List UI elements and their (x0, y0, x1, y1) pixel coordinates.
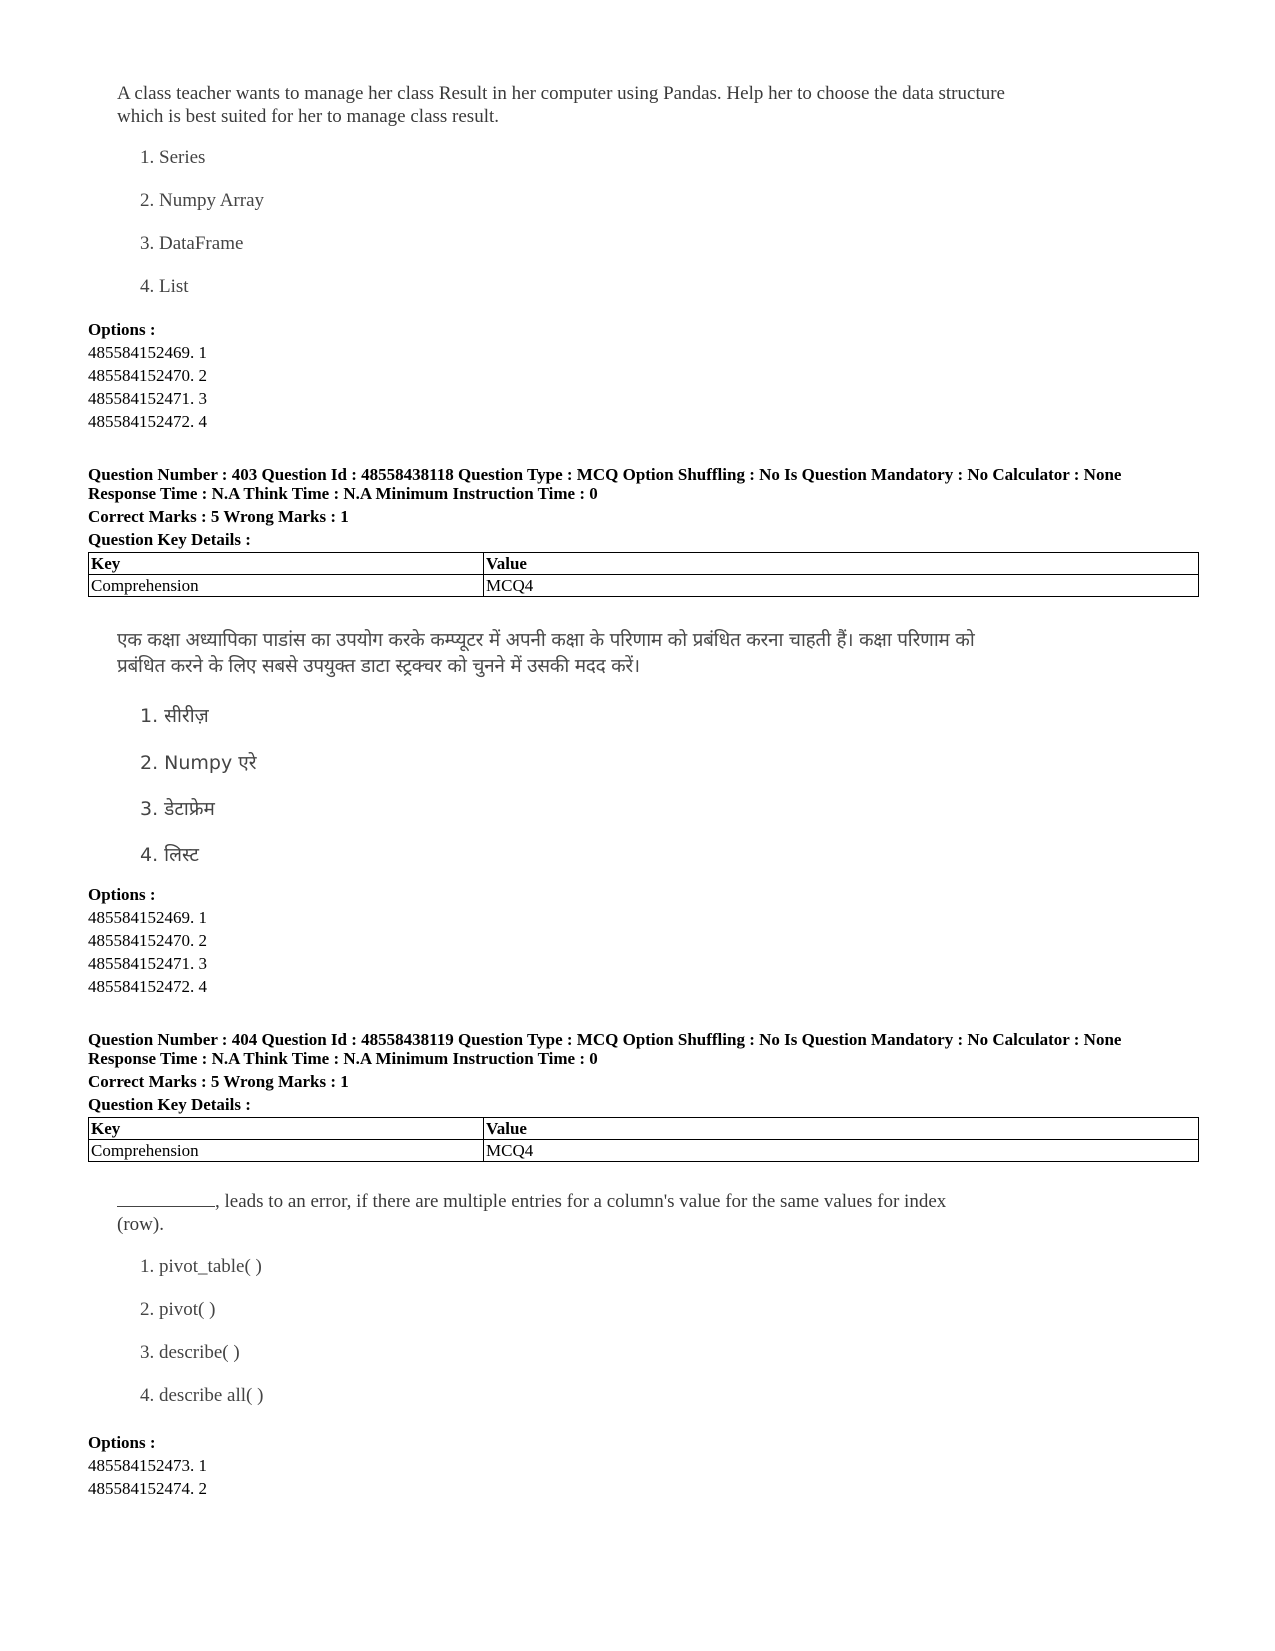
q404-meta-line2: Response Time : N.A Think Time : N.A Minimum Instruction Time : 0 (88, 1049, 598, 1068)
q404-choice-2: 2. pivot( ) (140, 1299, 216, 1320)
table-row (89, 1140, 1199, 1162)
table-cell-value: MCQ4 (484, 1140, 1199, 1162)
q402-question-text: A class teacher wants to manage her class Result in her computer using Pandas. Help her to choose the data structure which is best suited for her to manage class result. (117, 83, 1005, 127)
table-header-value: Value (484, 553, 1199, 575)
q404-choice-3: 3. describe( ) (140, 1342, 240, 1363)
q404-meta-line1: Question Number : 404 Question Id : 48558438119 Question Type : MCQ Option Shuffling : No Is Question Mandatory : No Calculator : None (88, 1030, 1122, 1049)
q403-question-text: एक कक्षा अध्यापिका पाडांस का उपयोग करके कम्प्यूटर में अपनी कक्षा के परिणाम को प्रबंधित करना चाहती हैं। कक्षा परिणाम को प्रबंधित करने के लिए सबसे उपयुक्त डाटा स्ट्रक्चर को चुनने में उसकी मदद करें। (117, 629, 975, 677)
q404-choice-1: 1. pivot_table( ) (140, 1256, 262, 1277)
q404-choice-4: 4. describe all( ) (140, 1385, 264, 1406)
q403-meta (88, 465, 1198, 503)
q404-options-label: Options : (88, 1433, 156, 1452)
q403-meta-line1: Question Number : 403 Question Id : 48558438118 Question Type : MCQ Option Shuffling : No Is Question Mandatory : No Calculator : None (88, 465, 1122, 484)
q403-option-3: 485584152471. 3 (88, 954, 207, 973)
q403-marks: Correct Marks : 5 Wrong Marks : 1 (88, 507, 349, 526)
q403-choice-4: 4. लिस्ट (140, 844, 199, 866)
q402-option-1: 485584152469. 1 (88, 343, 207, 362)
q402-option-2: 485584152470. 2 (88, 366, 207, 385)
q402-options-label: Options : (88, 320, 156, 339)
q402-choice-4: 4. List (140, 276, 189, 297)
q403-choice-2: 2. Numpy एरे (140, 752, 257, 774)
q404-key-details-label: Question Key Details : (88, 1095, 251, 1114)
q403-choice-1: 1. सीरीज़ (140, 705, 209, 727)
table-row (89, 575, 1199, 597)
table-cell-value: MCQ4 (484, 575, 1199, 597)
table-cell-key: Comprehension (89, 575, 484, 597)
q404-key-table (88, 1117, 1199, 1162)
q403-option-4: 485584152472. 4 (88, 977, 207, 996)
q404-marks: Correct Marks : 5 Wrong Marks : 1 (88, 1072, 349, 1091)
q404-question-text-body: , leads to an error, if there are multiple entries for a column's value for the same values for index (row). (117, 1191, 947, 1235)
q402-option-3: 485584152471. 3 (88, 389, 207, 408)
q403-option-2: 485584152470. 2 (88, 931, 207, 950)
table-header-value: Value (484, 1118, 1199, 1140)
q402-choice-3: 3. DataFrame (140, 233, 244, 254)
table-cell-key: Comprehension (89, 1140, 484, 1162)
table-header-row (89, 553, 1199, 575)
table-header-key: Key (89, 553, 484, 575)
table-header-row (89, 1118, 1199, 1140)
q403-options-label: Options : (88, 885, 156, 904)
table-header-key: Key (89, 1118, 484, 1140)
q404-question-text (117, 1190, 997, 1236)
q403-meta-line2: Response Time : N.A Think Time : N.A Minimum Instruction Time : 0 (88, 484, 598, 503)
q404-meta (88, 1030, 1198, 1068)
q403-key-details-label: Question Key Details : (88, 530, 251, 549)
q403-choice-3: 3. डेटाफ्रेम (140, 798, 215, 820)
q403-option-1: 485584152469. 1 (88, 908, 207, 927)
q403-key-table (88, 552, 1199, 597)
fill-in-blank (117, 1190, 215, 1207)
q404-option-2: 485584152474. 2 (88, 1479, 207, 1498)
q402-choice-1: 1. Series (140, 147, 206, 168)
q402-choice-2: 2. Numpy Array (140, 190, 265, 211)
q402-option-4: 485584152472. 4 (88, 412, 207, 431)
q404-option-1: 485584152473. 1 (88, 1456, 207, 1475)
